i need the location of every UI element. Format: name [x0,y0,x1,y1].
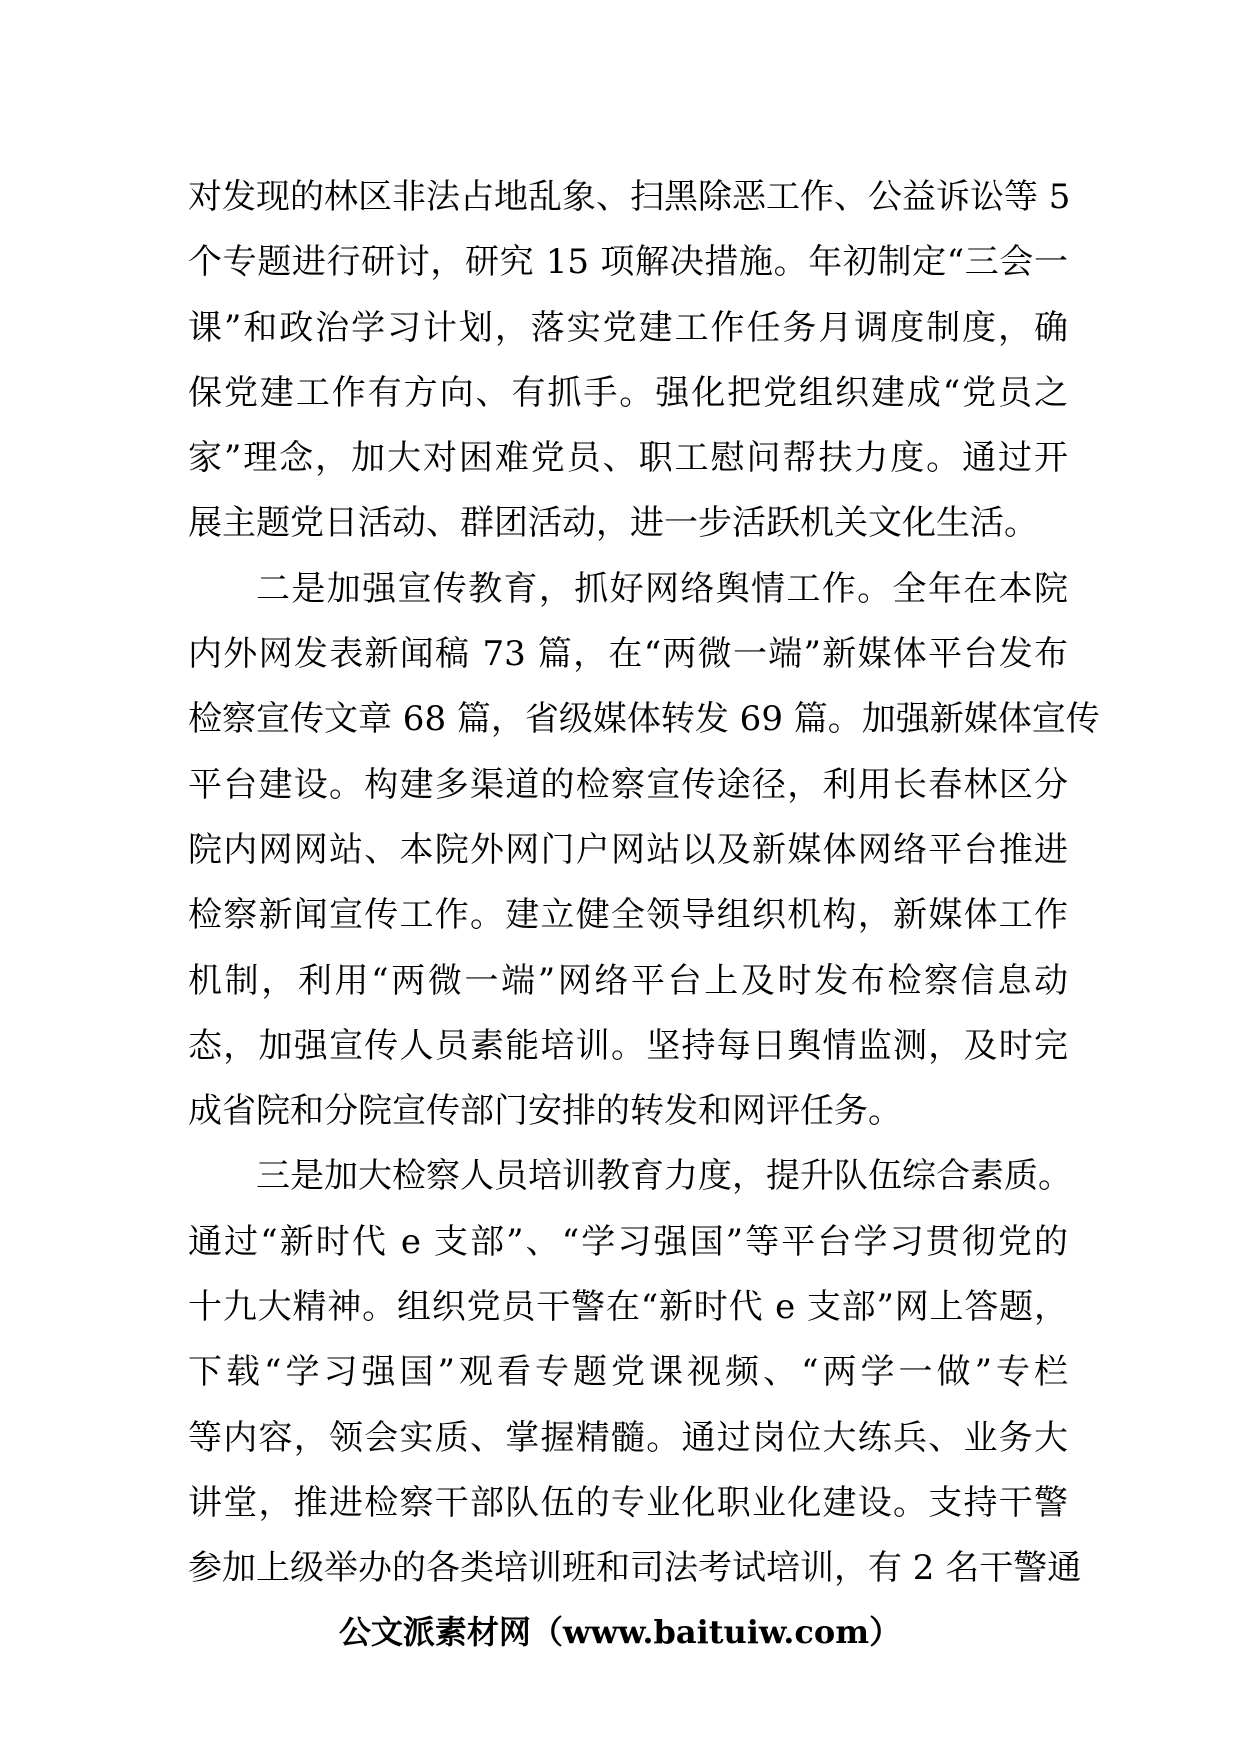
footer-watermark-text: 公文派素材网（www.baituiw.com） [338,1613,902,1651]
text-line: 检察宣传文章 68 篇，省级媒体转发 69 篇。加强新媒体宣传 [188,699,1100,740]
text-line: 平台建设。构建多渠道的检察宣传途径，利用长春林区分 [188,764,1068,805]
text-line: 内外网发表新闻稿 73 篇，在“两微一端”新媒体平台发布 [188,634,1068,675]
text-line: 个专题进行研讨，研究 15 项解决措施。年初制定“三会一 [188,242,1068,283]
paragraph-first-line: 三是加大检察人员培训教育力度，提升队伍综合素质。 [256,1156,1072,1197]
text-line: 家”理念，加大对困难党员、职工慰问帮扶力度。通过开 [188,438,1068,479]
text-line: 通过“新时代 e 支部”、“学习强国”等平台学习贯彻党的 [188,1221,1068,1262]
text-line: 机制，利用“两微一端”网络平台上及时发布检察信息动 [188,960,1068,1001]
text-line: 院内网网站、本院外网门户网站以及新媒体网络平台推进 [188,829,1068,870]
text-line: 态，加强宣传人员素能培训。坚持每日舆情监测，及时完 [188,1025,1068,1066]
text-line: 保党建工作有方向、有抓手。强化把党组织建成“党员之 [188,372,1068,413]
text-line: 参加上级举办的各类培训班和司法考试培训，有 2 名干警通 [188,1548,1082,1589]
text-line: 等内容，领会实质、掌握精髓。通过岗位大练兵、业务大 [188,1417,1068,1458]
text-line: 十九大精神。组织党员干警在“新时代 e 支部”网上答题， [188,1287,1068,1328]
text-line: 讲堂，推进检察干部队伍的专业化职业化建设。支持干警 [188,1482,1068,1523]
paragraph-first-line: 二是加强宣传教育，抓好网络舆情工作。全年在本院 [256,568,1068,609]
text-line: 课”和政治学习计划，落实党建工作任务月调度制度，确 [188,307,1068,348]
document-body [188,165,1100,1602]
text-line: 检察新闻宣传工作。建立健全领导组织机构，新媒体工作 [188,895,1068,936]
text-line: 成省院和分院宣传部门安排的转发和网评任务。 [188,1091,902,1132]
text-line: 下载“学习强国”观看专题党课视频、“两学一做”专栏 [188,1352,1068,1393]
text-line: 对发现的林区非法占地乱象、扫黑除恶工作、公益诉讼等 5 [188,177,1071,217]
text-line: 展主题党日活动、群团活动，进一步活跃机关文化生活。 [188,503,1038,544]
